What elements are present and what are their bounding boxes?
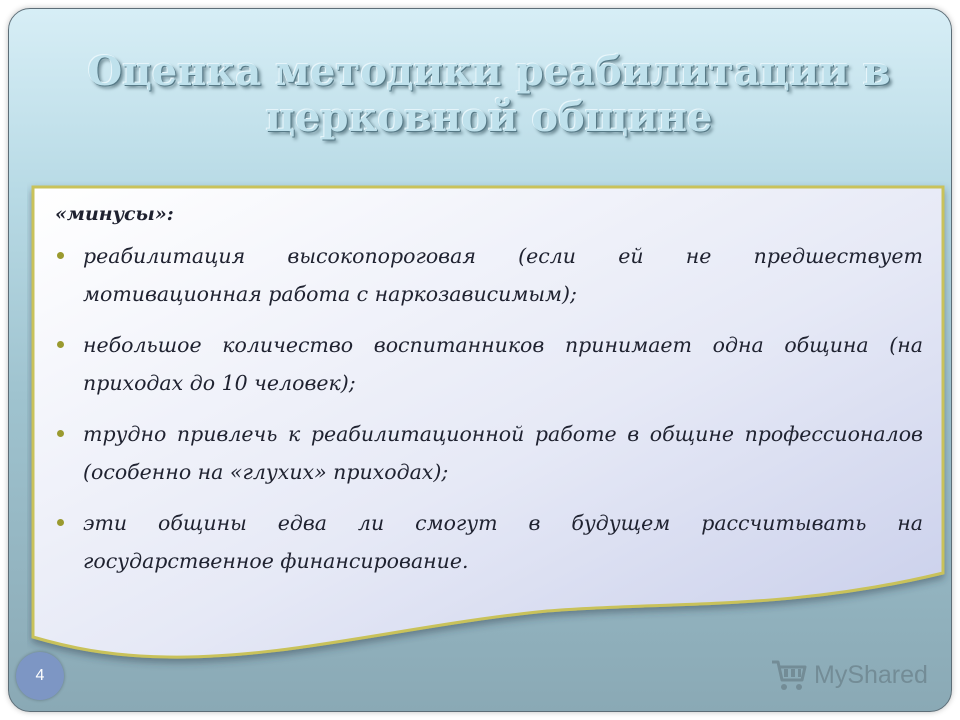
list-item: [53, 504, 923, 580]
content-card: [27, 181, 951, 671]
shopping-cart-icon: [770, 658, 808, 692]
bullet-dot-icon: [57, 519, 64, 526]
bullet-dot-icon: [57, 252, 64, 259]
list-item-text: небольшое количество воспитанников принимает одна община (на приходах до 10 человек);: [83, 333, 923, 395]
list-item: [53, 237, 923, 313]
myshared-logo: [770, 655, 928, 695]
logo-text: MyShared: [814, 660, 928, 689]
list-item: [53, 415, 923, 491]
list-item-text: реабилитация высокопороговая (если ей не предшествует мотивационная работа с наркозависимым);: [83, 244, 923, 306]
list-item-text: трудно привлечь к реабилитационной работе в общине профессионалов (особенно на «глухих» приходах);: [83, 422, 923, 484]
bullet-dot-icon: [57, 341, 64, 348]
slide: [8, 8, 952, 712]
page-number-badge: 4: [16, 652, 64, 700]
list-item-text: эти общины едва ли смогут в будущем рассчитывать на государственное финансирование.: [83, 511, 923, 573]
bullet-dot-icon: [57, 430, 64, 437]
bullet-list: [53, 237, 923, 580]
list-item: [53, 326, 923, 402]
card-text: [53, 193, 923, 593]
section-label: «минусы»:: [55, 203, 174, 225]
slide-title: Оценка методики реабилитации в церковной общине: [87, 48, 891, 141]
